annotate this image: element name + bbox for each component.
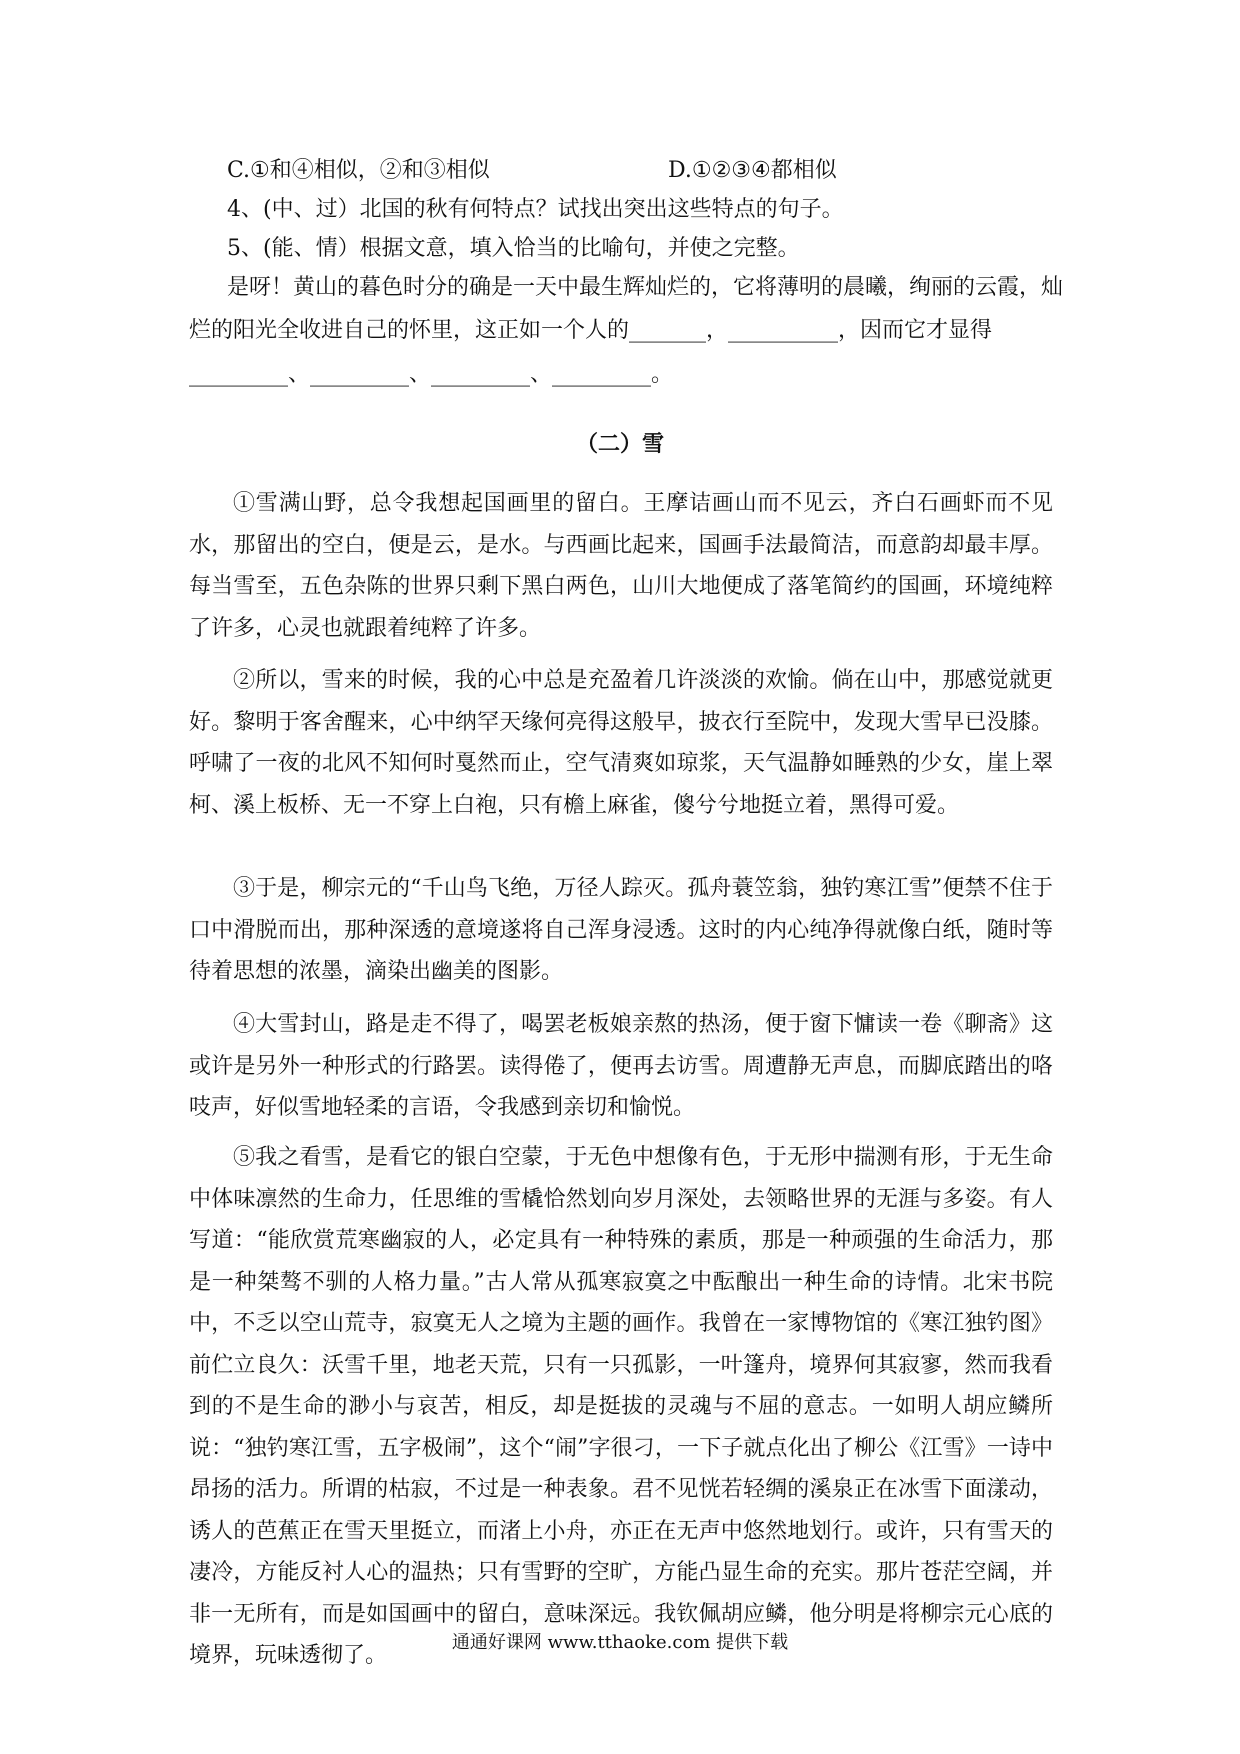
question-4: 4、(中、过）北国的秋有何特点？试找出突出这些特点的句子。 xyxy=(227,197,844,222)
option-c: C.①和④相似，②和③相似 xyxy=(227,158,490,183)
footer-source: 通通好课网 www.tthaoke.com 提供下载 xyxy=(451,1632,789,1653)
paragraph-3: ③于是，柳宗元的“千山鸟飞绝，万径人踪灭。孤舟蓑笠翁，独钓寒江雪”便禁不住于口中滑脱而出，那种深透的意境遂将自己浑身浸透。这时的内心纯净得就像白纸，随时等待着思想的浓墨，滴染出幽美的图影。 xyxy=(189,876,1053,984)
paragraph-4: ④大雪封山，路是走不得了，喝罢老板娘亲熬的热汤，便于窗下慵读一卷《聊斋》这或许是另外一种形式的行路罢。读得倦了，便再去访雪。周遭静无声息，而脚底踏出的咯吱声，好似雪地轻柔的言语，令我感到亲切和愉悦。 xyxy=(189,1012,1053,1120)
fill-passage-line-3: _________、_________、_________、_________。 xyxy=(189,362,674,387)
fill-passage-line-1: 是呀！黄山的暮色时分的确是一天中最生辉灿烂的，它将薄明的晨曦，绚丽的云霞，灿 xyxy=(227,275,1064,300)
fill-passage-line-2: 烂的阳光全收进自己的怀里，这正如一个人的_______，__________，因而它才显得 xyxy=(189,318,993,343)
paragraph-2: ②所以，雪来的时候，我的心中总是充盈着几许淡淡的欢愉。倘在山中，那感觉就更好。黎明于客舍醒来，心中纳罕天缘何亮得这般早，披衣行至院中，发现大雪早已没膝。呼啸了一夜的北风不知何时戛然而止，空气清爽如琼浆，天气温静如睡熟的少女，崖上翠柯、溪上板桥、无一不穿上白袍，只有檐上麻雀，傻兮兮地挺立着，黑得可爱。 xyxy=(189,668,1053,818)
option-d: D.①②③④都相似 xyxy=(668,158,837,183)
section-title: （二）雪 xyxy=(575,431,664,457)
paragraph-1: ①雪满山野，总令我想起国画里的留白。王摩诘画山而不见云，齐白石画虾而不见水，那留出的空白，便是云，是水。与西画比起来，国画手法最简洁，而意韵却最丰厚。每当雪至，五色杂陈的世界只剩下黑白两色，山川大地便成了落笔简约的国画，环境纯粹了许多，心灵也就跟着纯粹了许多。 xyxy=(189,491,1053,641)
paragraph-5: ⑤我之看雪，是看它的银白空蒙，于无色中想像有色，于无形中揣测有形，于无生命中体味凛然的生命力，任思维的雪橇恰然划向岁月深处，去领略世界的无涯与多姿。有人写道：“能欣赏荒寒幽寂的人，必定具有一种特殊的素质，那是一种顽强的生命活力，那是一种桀骜不驯的人格力量。”古人常从孤寒寂寞之中酝酿出一种生命的诗情。北宋书院中，不乏以空山荒寺，寂寞无人之境为主题的画作。我曾在一家博物馆的《寒江独钓图》前伫立良久：沃雪千里，地老天荒，只有一只孤影，一叶篷舟，境界何其寂寥，然而我看到的不是生命的渺小与哀苦，相反，却是挺拔的灵魂与不屈的意志。一如明人胡应鳞所说：“独钓寒江雪，五字极闹”，这个“闹”字很刁，一下子就点化出了柳公《江雪》一诗中昂扬的活力。所谓的枯寂，不过是一种表象。君不见恍若轻绸的溪泉正在冰雪下面漾动，诱人的芭蕉正在雪天里挺立，而渚上小舟，亦正在无声中悠然地划行。或许，只有雪天的凄冷，方能反衬人心的温热；只有雪野的空旷，方能凸显生命的充实。那片苍茫空阔，并非一无所有，而是如国画中的留白，意味深远。我钦佩胡应鳞，他分明是将柳宗元心底的境界，玩味透彻了。 xyxy=(189,1145,1053,1668)
question-5: 5、(能、情）根据文意，填入恰当的比喻句，并使之完整。 xyxy=(227,236,800,261)
